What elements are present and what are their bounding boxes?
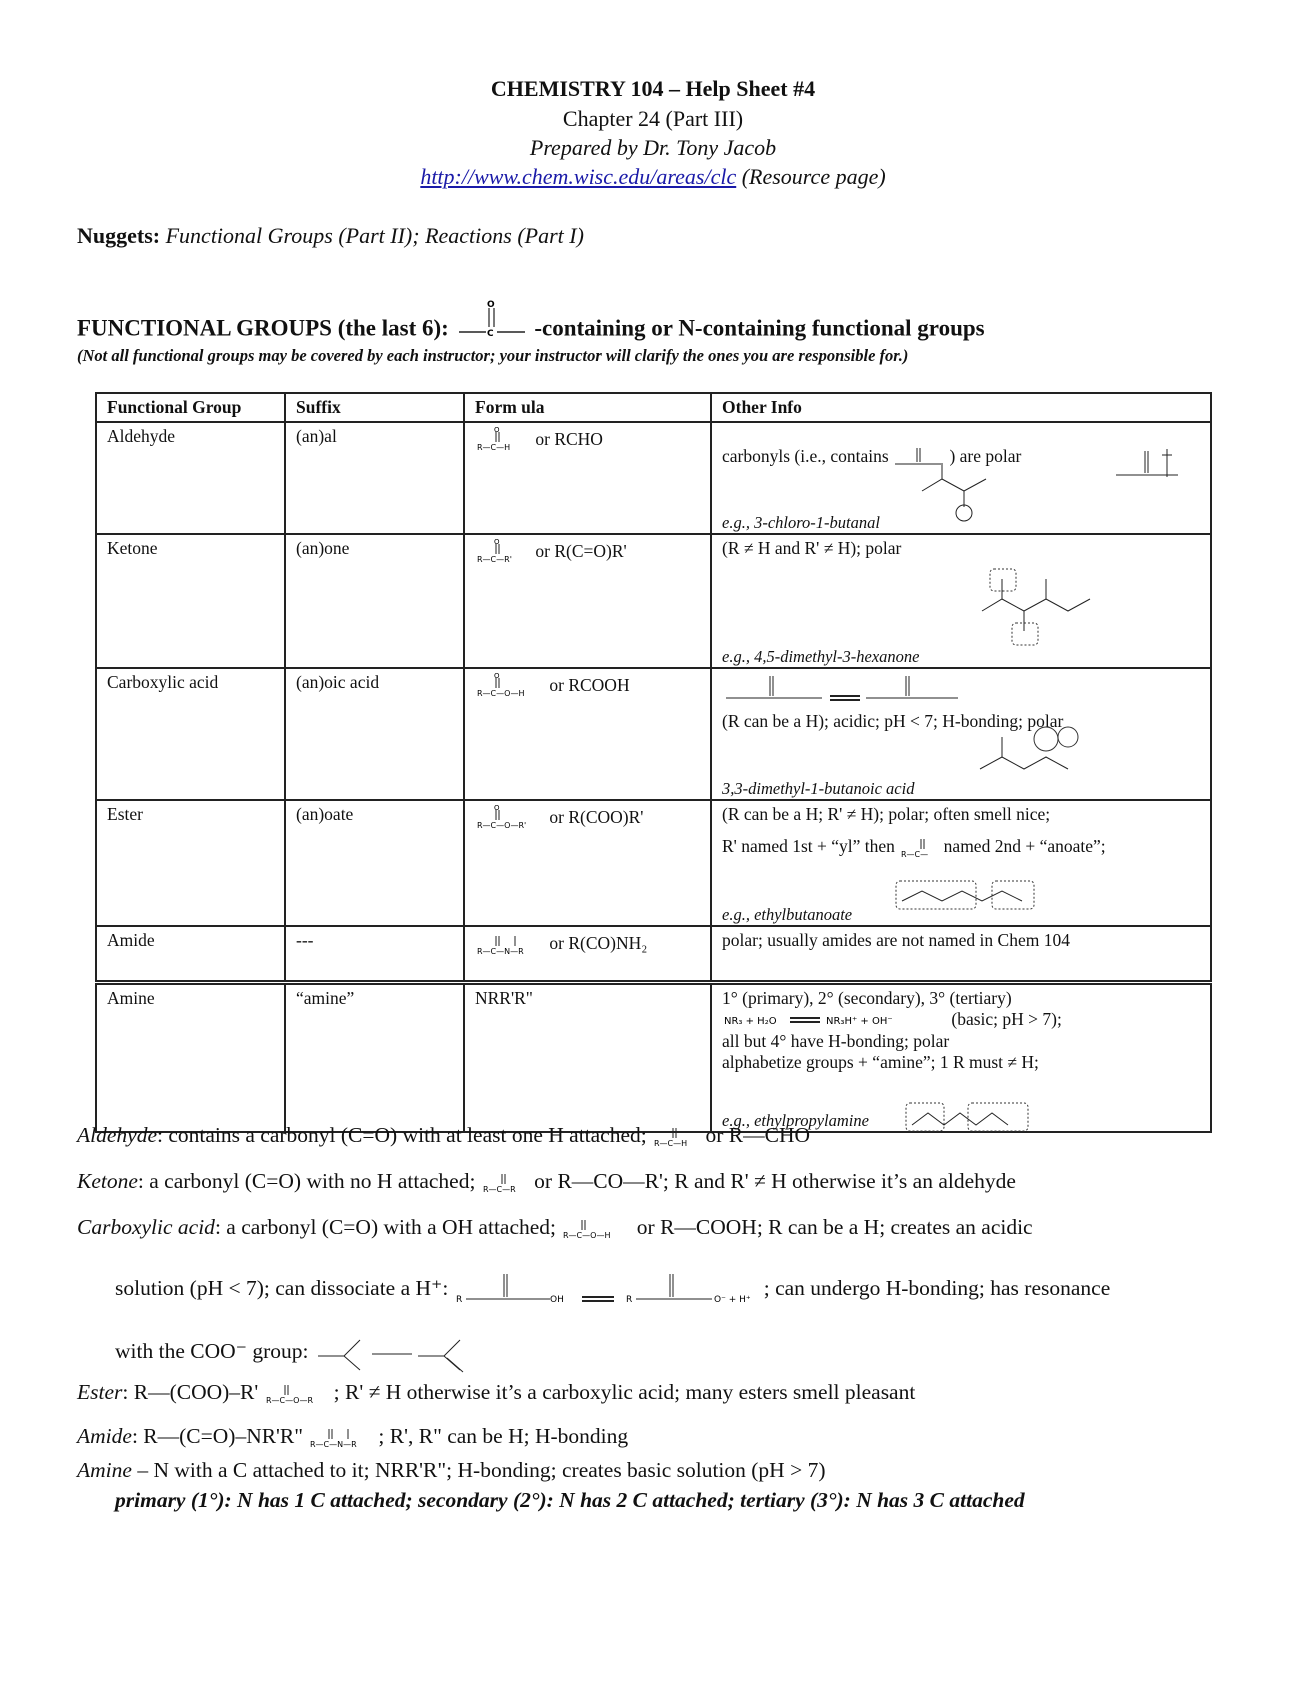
nuggets-text: Functional Groups (Part II); Reactions (Part I)	[160, 223, 584, 248]
svg-text:R—C—H: R—C—H	[477, 443, 511, 452]
info-text: (R ≠ H and R' ≠ H); polar	[722, 538, 902, 558]
svg-text:R: R	[625, 1295, 633, 1305]
ester-text: : R—(COO)–R'	[122, 1380, 259, 1404]
ester-tail: ; R' ≠ H otherwise it’s a carboxylic acid; many esters smell pleasant	[333, 1380, 916, 1404]
carboxylate-resonance-structure-icon	[314, 1328, 474, 1378]
info-cell	[711, 422, 1211, 534]
table-row	[96, 982, 1211, 1132]
nuggets-label: Nuggets:	[77, 223, 161, 248]
aldehyde-text: : contains a carbonyl (C=O) with at least one H attached;	[157, 1123, 647, 1147]
info-cell	[711, 982, 1211, 1132]
acid-note-line2	[115, 1268, 1110, 1312]
amide-note	[77, 1424, 628, 1451]
ketone-structure-icon	[475, 538, 531, 568]
functional-groups-heading	[77, 300, 985, 350]
svg-text:NR₃H⁺ + OH⁻: NR₃H⁺ + OH⁻	[826, 1016, 893, 1028]
formula-text: or R(CO)NH₂	[549, 933, 648, 954]
formula-cell	[464, 422, 711, 534]
formula-text: or R(C=O)R'	[535, 541, 627, 562]
formula-cell	[464, 668, 711, 800]
acid-note-line3	[115, 1328, 474, 1378]
table-header-cell: Suffix	[285, 393, 464, 422]
amine-label: Amine	[77, 1458, 132, 1482]
svg-text:R: R	[455, 1295, 463, 1305]
svg-text:O: O	[494, 672, 500, 680]
ketone-text: : a carbonyl (C=O) with no H attached;	[137, 1169, 476, 1193]
resource-line	[0, 164, 1306, 190]
acid-note	[77, 1215, 1033, 1242]
info-text: 1° (primary), 2° (secondary), 3° (tertiary)	[722, 987, 1012, 1008]
example-text: 3,3-dimethyl-1-butanoic acid	[722, 779, 915, 798]
table-header-cell: Functional Group	[96, 393, 285, 422]
table-header-cell: Other Info	[711, 393, 1211, 422]
svg-text:R—C—R: R—C—R	[482, 1185, 516, 1195]
info-cell: polar; usually amides are not named in Chem 104	[711, 926, 1211, 982]
info-text-2: ) are polar	[949, 446, 1022, 467]
amine-note	[77, 1458, 826, 1483]
svg-text:O: O	[494, 804, 500, 812]
acid-label: Carboxylic acid	[77, 1215, 215, 1239]
formula-text: or RCOOH	[549, 675, 630, 696]
acid-dissociation-structure-icon	[722, 672, 962, 706]
author-line: Prepared by Dr. Tony Jacob	[529, 135, 777, 160]
group-cell: Ester	[96, 800, 285, 926]
fg-heading-prefix: FUNCTIONAL GROUPS (the last 6):	[77, 315, 449, 341]
info-text-2a: R' named 1st + “yl” then	[722, 836, 895, 857]
info-cell	[711, 668, 1211, 800]
formula-text: or R(COO)R'	[549, 807, 644, 828]
ester-structure-icon	[264, 1381, 334, 1407]
info-text: (R can be a H); acidic; pH < 7; H-bonding; polar	[722, 711, 1064, 731]
table-header-cell: Form ula	[464, 393, 711, 422]
dipole-structure-icon	[1112, 437, 1182, 497]
svg-text:R—C—H: R—C—H	[654, 1139, 688, 1149]
formula-cell	[464, 534, 711, 668]
ethylpropylamine-structure-icon	[902, 1095, 1042, 1135]
svg-text:NR₃ + H₂O: NR₃ + H₂O	[724, 1016, 777, 1028]
page-title: CHEMISTRY 104 – Help Sheet #4	[490, 76, 816, 101]
suffix-cell: (an)oic acid	[285, 668, 464, 800]
ketone-label: Ketone	[77, 1169, 138, 1193]
ketone-tail: or R—CO—R'; R and R' ≠ H otherwise it’s an aldehyde	[528, 1169, 1016, 1193]
acid-text: : a carbonyl (C=O) with a OH attached;	[214, 1215, 557, 1239]
suffix-cell: ---	[285, 926, 464, 982]
aldehyde-structure-icon	[475, 426, 531, 456]
page-subtitle: Chapter 24 (Part III)	[562, 106, 744, 131]
group-cell: Amine	[96, 982, 285, 1132]
formula-text: or RCHO	[535, 429, 603, 450]
svg-text:R—C—: R—C—	[901, 850, 929, 859]
svg-text:R—C—O—R: R—C—O—R	[265, 1396, 313, 1406]
info-text-2b: named 2nd + “anoate”;	[943, 836, 1106, 857]
info-text: (R can be a H; R' ≠ H); polar; often smell nice;	[722, 804, 1051, 824]
amide-structure-icon	[475, 930, 545, 960]
svg-text:R—C—R': R—C—R'	[477, 555, 512, 564]
amide-structure-icon	[308, 1425, 378, 1451]
info-text: carbonyls (i.e., contains	[722, 446, 889, 467]
ester-note	[77, 1380, 915, 1407]
svg-text:O: O	[494, 538, 500, 546]
table-row	[96, 422, 1211, 534]
suffix-cell: “amine”	[285, 982, 464, 1132]
suffix-cell: (an)oate	[285, 800, 464, 926]
amine-equilibrium-structure-icon	[722, 1009, 947, 1031]
resource-suffix: (Resource page)	[736, 164, 886, 189]
ketone-structure-icon	[481, 1170, 529, 1196]
example-text: e.g., 3-chloro-1-butanal	[722, 513, 880, 532]
suffix-cell: (an)al	[285, 422, 464, 534]
svg-text:O⁻ + H⁺: O⁻ + H⁺	[713, 1295, 751, 1305]
carbonyl-structure-icon	[455, 300, 529, 340]
example-text: e.g., 4,5-dimethyl-3-hexanone	[722, 647, 920, 666]
svg-text:O: O	[494, 426, 500, 434]
ethylbutanoate-structure-icon	[892, 871, 1042, 917]
amine-note-line2: primary (1°): N has 1 C attached; secondary (2°): N has 2 C attached; tertiary (3°): N has 3 C attached	[115, 1488, 1025, 1512]
group-cell: Ketone	[96, 534, 285, 668]
aldehyde-note	[77, 1123, 810, 1150]
suffix-cell: (an)one	[285, 534, 464, 668]
acid-line2: solution (pH < 7); can dissociate a H⁺:	[115, 1275, 449, 1300]
group-cell: Amide	[96, 926, 285, 982]
acyl-structure-icon	[899, 835, 939, 861]
acid-line2-tail: ; can undergo H-bonding; has resonance	[763, 1275, 1111, 1300]
ketone-note	[77, 1169, 1016, 1196]
formula-cell	[464, 800, 711, 926]
fg-heading-suffix: -containing or N-containing functional groups	[534, 315, 985, 341]
svg-text:O: O	[486, 300, 495, 310]
formula-cell: NRR'R"	[464, 982, 711, 1132]
table-header-row	[96, 393, 1211, 422]
acid-line3: with the COO⁻ group:	[115, 1338, 309, 1363]
amide-tail: ; R', R" can be H; H-bonding	[378, 1424, 629, 1448]
table-row	[96, 534, 1211, 668]
info-cell	[711, 534, 1211, 668]
aldehyde-label: Aldehyde	[77, 1123, 157, 1147]
ester-label: Ester	[77, 1380, 123, 1404]
info-cell	[711, 800, 1211, 926]
formula-cell	[464, 926, 711, 982]
carboxylic-acid-structure-icon	[561, 1216, 631, 1242]
svg-text:R—C—O—H: R—C—O—H	[563, 1231, 611, 1241]
dimethylbutanoic-acid-structure-icon	[972, 719, 1082, 779]
group-cell: Carboxylic acid	[96, 668, 285, 800]
info-text-4: alphabetize groups + “amine”; 1 R must ≠ H;	[722, 1052, 1039, 1073]
svg-text:OH: OH	[549, 1295, 564, 1305]
chlorobutanal-structure-icon	[912, 463, 1032, 523]
table-row	[96, 926, 1211, 982]
svg-text:C: C	[486, 329, 494, 339]
fg-note: (Not all functional groups may be covered by each instructor; your instructor will clarify the ones you are responsible for.)	[77, 346, 909, 365]
table-row	[96, 668, 1211, 800]
example-text: e.g., ethylpropylamine	[722, 1111, 869, 1130]
resource-link[interactable]: http://www.chem.wisc.edu/areas/clc	[420, 164, 737, 189]
amine-text: – N with a C attached to it; NRR'R"; H-bonding; creates basic solution (pH > 7)	[131, 1458, 826, 1482]
ester-structure-icon	[475, 804, 545, 834]
carboxylic-acid-structure-icon	[475, 672, 545, 702]
svg-text:R—C—O—R': R—C—O—R'	[477, 821, 527, 830]
svg-text:R—C—N—R: R—C—N—R	[477, 947, 524, 956]
svg-text:R—C—N—R: R—C—N—R	[310, 1440, 358, 1450]
acid-tail: or R—COOH; R can be a H; creates an acidic	[631, 1215, 1033, 1239]
example-text: e.g., ethylbutanoate	[722, 905, 853, 924]
svg-text:R—C—O—H: R—C—O—H	[477, 689, 525, 698]
acid-dissociation-structure-icon	[454, 1268, 764, 1312]
info-text-3: all but 4° have H-bonding; polar	[722, 1031, 950, 1052]
amide-text: : R—(C=O)–NR'R"	[131, 1424, 304, 1448]
aldehyde-tail: or R—CHO	[700, 1123, 811, 1147]
dimethylhexanone-structure-icon	[972, 561, 1112, 651]
amide-label: Amide	[77, 1424, 132, 1448]
info-text-2: (basic; pH > 7);	[951, 1008, 1062, 1029]
functional-groups-table	[95, 392, 1212, 1133]
aldehyde-structure-icon	[652, 1124, 700, 1150]
nuggets-line	[77, 223, 584, 249]
group-cell: Aldehyde	[96, 422, 285, 534]
table-row	[96, 800, 1211, 926]
